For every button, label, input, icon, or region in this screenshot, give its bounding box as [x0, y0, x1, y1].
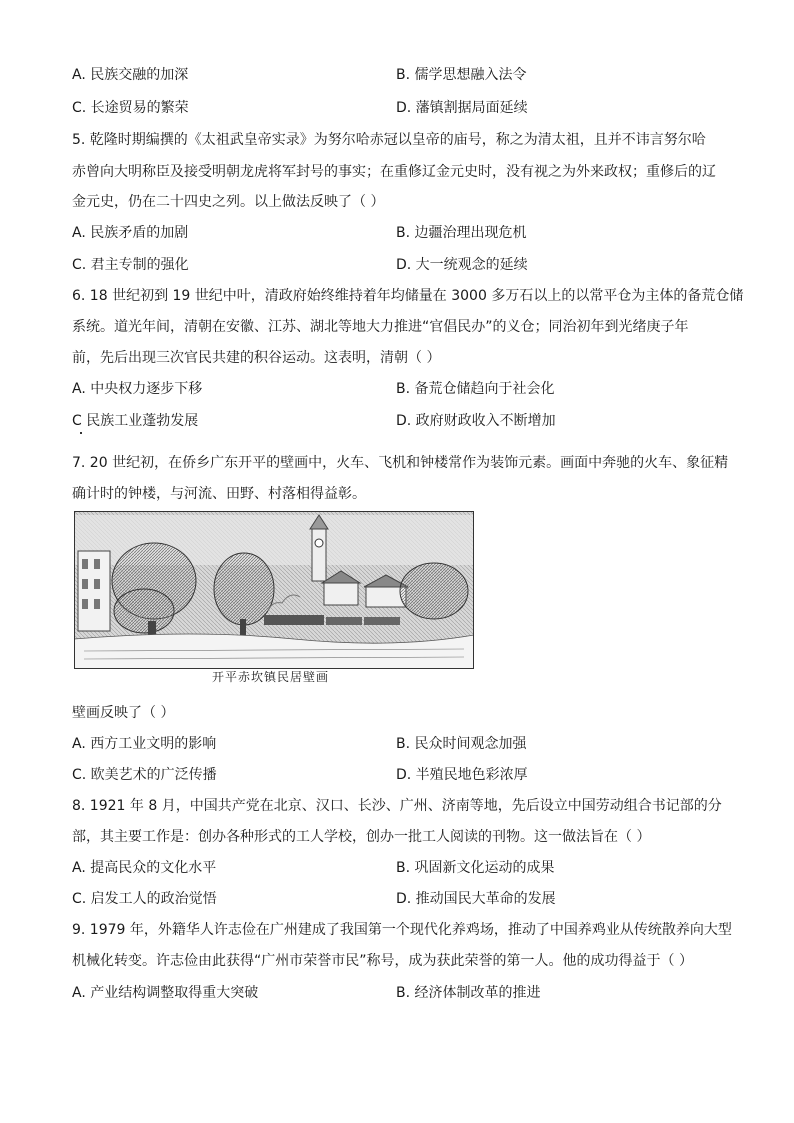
q6-option-b: B. 备荒仓储趋向于社会化: [396, 381, 555, 397]
q7-option-a: A. 西方工业文明的影响: [72, 736, 217, 752]
q6-option-d: D. 政府财政收入不断增加: [396, 413, 556, 429]
q6-stem-line-2: 系统。道光年间，清朝在安徽、江苏、湖北等地大力推进“官倡民办”的义仓；同治初年到光绪庚子年: [72, 319, 689, 335]
q6-stem-line-3: 前，先后出现三次官民共建的积谷运动。这表明，清朝（ ）: [72, 350, 441, 366]
q7-stem-line-2: 确计时的钟楼，与河流、田野、村落相得益彰。: [72, 486, 366, 502]
q8-stem-line-2: 部，其主要工作是：创办各种形式的工人学校，创办一批工人阅读的刊物。这一做法旨在（ ）: [72, 829, 651, 845]
q7-question: 壁画反映了（ ）: [72, 705, 175, 721]
stray-mark: [80, 432, 82, 434]
q7-option-c: C. 欧美艺术的广泛传播: [72, 767, 217, 783]
q9-option-a: A. 产业结构调整取得重大突破: [72, 985, 259, 1001]
q5-stem-line-3: 金元史，仍在二十四史之列。以上做法反映了（ ）: [72, 194, 385, 210]
q7-option-b: B. 民众时间观念加强: [396, 736, 527, 752]
q5-option-c: C. 君主专制的强化: [72, 257, 189, 273]
q9-stem-line-1: 9. 1979 年，外籍华人许志俭在广州建成了我国第一个现代化养鸡场，推动了中国养鸡业从传统散养向大型: [72, 922, 732, 938]
q8-option-a: A. 提高民众的文化水平: [72, 860, 217, 876]
q8-option-d: D. 推动国民大革命的发展: [396, 891, 556, 907]
q5-stem-line-2: 赤曾向大明称臣及接受明朝龙虎将军封号的事实；在重修辽金元史时，没有视之为外来政权；重修后的辽: [72, 164, 716, 180]
q5-option-d: D. 大一统观念的延续: [396, 257, 528, 273]
q6-option-a: A. 中央权力逐步下移: [72, 381, 203, 397]
q7-option-d: D. 半殖民地色彩浓厚: [396, 767, 528, 783]
q8-option-c: C. 启发工人的政治觉悟: [72, 891, 217, 907]
q4-option-d: D. 藩镇割据局面延续: [396, 100, 528, 116]
q5-option-b: B. 边疆治理出现危机: [396, 225, 527, 241]
q9-option-b: B. 经济体制改革的推进: [396, 985, 541, 1001]
q8-stem-line-1: 8. 1921 年 8 月，中国共产党在北京、汉口、长沙、广州、济南等地，先后设立中国劳动组合书记部的分: [72, 798, 722, 814]
mural-image: [74, 511, 474, 669]
q7-stem-line-1: 7. 20 世纪初，在侨乡广东开平的壁画中，火车、飞机和钟楼常作为装饰元素。画面中奔驰的火车、象征精: [72, 455, 729, 471]
q5-stem-line-1: 5. 乾隆时期编撰的《太祖武皇帝实录》为努尔哈赤冠以皇帝的庙号，称之为清太祖，且并不讳言努尔哈: [72, 132, 706, 148]
q5-option-a: A. 民族矛盾的加剧: [72, 225, 189, 241]
q4-option-b: B. 儒学思想融入法令: [396, 67, 527, 83]
q6-stem-line-1: 6. 18 世纪初到 19 世纪中叶，清政府始终维持着年均储量在 3000 多万石以上的以常平仓为主体的备荒仓储: [72, 288, 744, 304]
q8-option-b: B. 巩固新文化运动的成果: [396, 860, 555, 876]
q4-option-a: A. 民族交融的加深: [72, 67, 189, 83]
q6-option-c: C 民族工业蓬勃发展: [72, 413, 199, 429]
q9-stem-line-2: 机械化转变。许志俭由此获得“广州市荣誉市民”称号，成为获此荣誉的第一人。他的成功得益于（ ）: [72, 953, 693, 969]
q4-option-c: C. 长途贸易的繁荣: [72, 100, 189, 116]
mural-caption: 开平赤坎镇民居壁画: [212, 670, 330, 684]
